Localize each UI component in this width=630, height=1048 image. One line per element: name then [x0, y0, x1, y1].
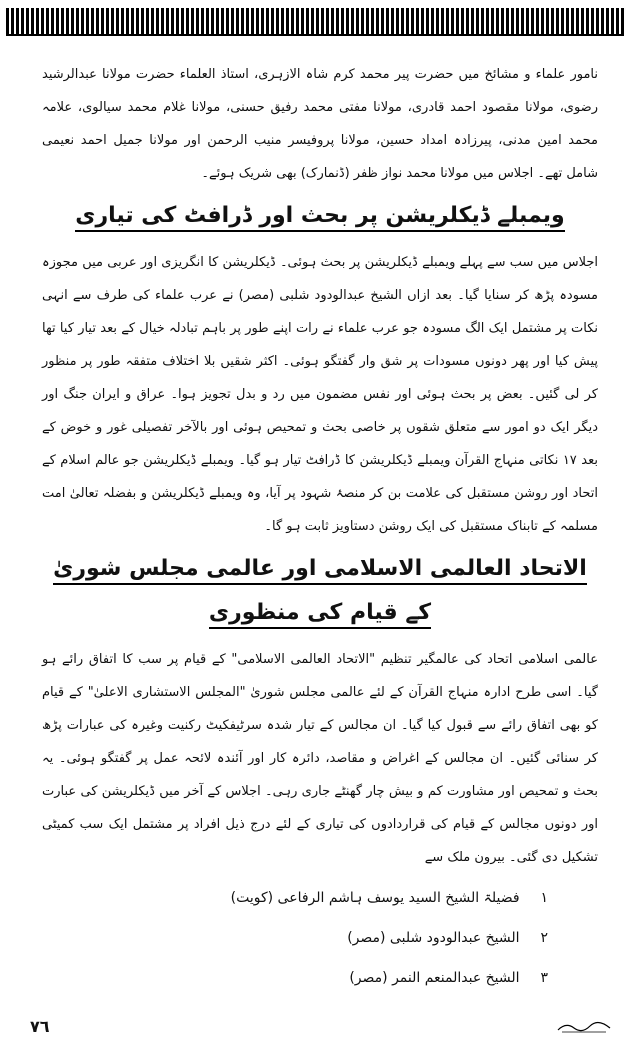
list-item — [42, 918, 548, 958]
paragraph-ittehad: عالمی اسلامی اتحاد کی عالمگیر تنظیم "الاتحاد العالمی الاسلامی" کے قیام پر سب کا اتفاق رائے ہو گیا۔ اسی طرح ادارہ منہاج القرآن کے لئے عالمی مجلس شوریٰ "المجلس الاستشاری الاعلیٰ" کے قیام کو بھی اتفاق رائے سے قبول کیا گیا۔ ان مجالس کے تیار شدہ سرٹیفکیٹ رکنیت وغیرہ کی عبارات پڑھ کر سنائی گئیں۔ ان مجالس کے اغراض و مقاصد، دائرہ کار اور آئندہ لائحہ عمل پر گفتگو ہوئی۔ یہ بحث و تمحیص اور مشاورت کم و بیش چار گھنٹے جاری رہی۔ اجلاس کے آخر میں ڈیکلریشن کی عبارت اور دونوں مجالس کے قیام کی قراردادوں کی تیاری کے لئے درج ذیل افراد پر مشتمل ایک سب کمیٹی تشکیل دی گئی۔ بیرون ملک سے — [42, 652, 598, 865]
top-border-rule — [6, 8, 624, 36]
page-number: ٧٦ — [30, 1017, 50, 1036]
list-item — [42, 878, 548, 918]
list-item-number: ٣ — [540, 970, 548, 986]
list-item — [42, 958, 548, 998]
publisher-logo-icon — [556, 1018, 612, 1034]
section-heading-declaration — [42, 194, 598, 238]
section-heading-declaration-text: ویمبلے ڈیکلریشن پر بحث اور ڈرافٹ کی تیاری — [75, 203, 564, 232]
list-item-number: ٢ — [540, 930, 548, 946]
section-heading-ittehad-text: الاتحاد العالمی الاسلامی اور عالمی مجلس شوریٰ کے قیام کی منظوری — [53, 556, 587, 629]
list-item-number: ١ — [540, 890, 548, 906]
paragraph-declaration: اجلاس میں سب سے پہلے ویمبلے ڈیکلریشن پر بحث ہوئی۔ ڈیکلریشن کا انگریزی اور عربی میں مجوزہ مسودہ پڑھ کر سنایا گیا۔ بعد ازاں الشیخ عبدالودود شلبی (مصر) نے عرب علماء کی طرف سے انہی نکات پر مشتمل ایک الگ مسودہ جو عرب علماء نے رات اپنے طور پر باہم تبادلہ خیال کے بعد تیار کیا تھا پیش کیا اور پھر دونوں مسودات پر شق وار گفتگو ہوئی۔ اکثر شقیں بلا اختلاف متفقہ طور پر منظور کر لی گئیں۔ بعض پر بحث ہوئی اور نفس مضمون میں رد و بدل تجویز ہوا۔ عراق و ایران جنگ اور دیگر ایک دو امور سے متعلق شقوں پر خاصی بحث و تمحیص ہوئی اور بالآخر تفصیلی غور و خوض کے بعد ١٧ نکاتی منہاج القرآن ویمبلے ڈیکلریشن کا ڈرافٹ تیار ہو گیا۔ ویمبلے ڈیکلریشن جو عالم اسلام کے اتحاد اور روشن مستقبل کی علامت بن کر منصۂ شہود پر آیا، وہ ویمبلے ڈیکلریشن و بفضلہ تعالیٰ امت مسلمہ کے تابناک مستقبل کی ایک روشن دستاویز ثابت ہو گا۔ — [42, 255, 598, 534]
list-item-text: فضیلۃ الشیخ السید یوسف ہاشم الرفاعی (کویت) — [230, 890, 520, 906]
section-heading-ittehad — [42, 547, 598, 635]
committee-list — [42, 878, 598, 998]
document-page — [42, 58, 598, 1018]
list-item-text: الشیخ عبدالمنعم النمر (مصر) — [349, 970, 520, 986]
list-item-text: الشیخ عبدالودود شلبی (مصر) — [347, 930, 520, 946]
paragraph-attendees: نامور علماء و مشائخ میں حضرت پیر محمد کرم شاہ الازہری، استاذ العلماء حضرت مولانا عبدالرشید رضوی، مولانا مقصود احمد قادری، مولانا مفتی محمد رفیق حسنی، مولانا غلام محمد سیالوی، علامہ محمد امین مدنی، پیرزادہ امداد حسین، مولانا پروفیسر منیب الرحمن اور مولانا جمیل احمد نعیمی شامل تھے۔ اجلاس میں مولانا محمد نواز ظفر (ڈنمارک) بھی شریک ہوئے۔ — [42, 67, 598, 181]
